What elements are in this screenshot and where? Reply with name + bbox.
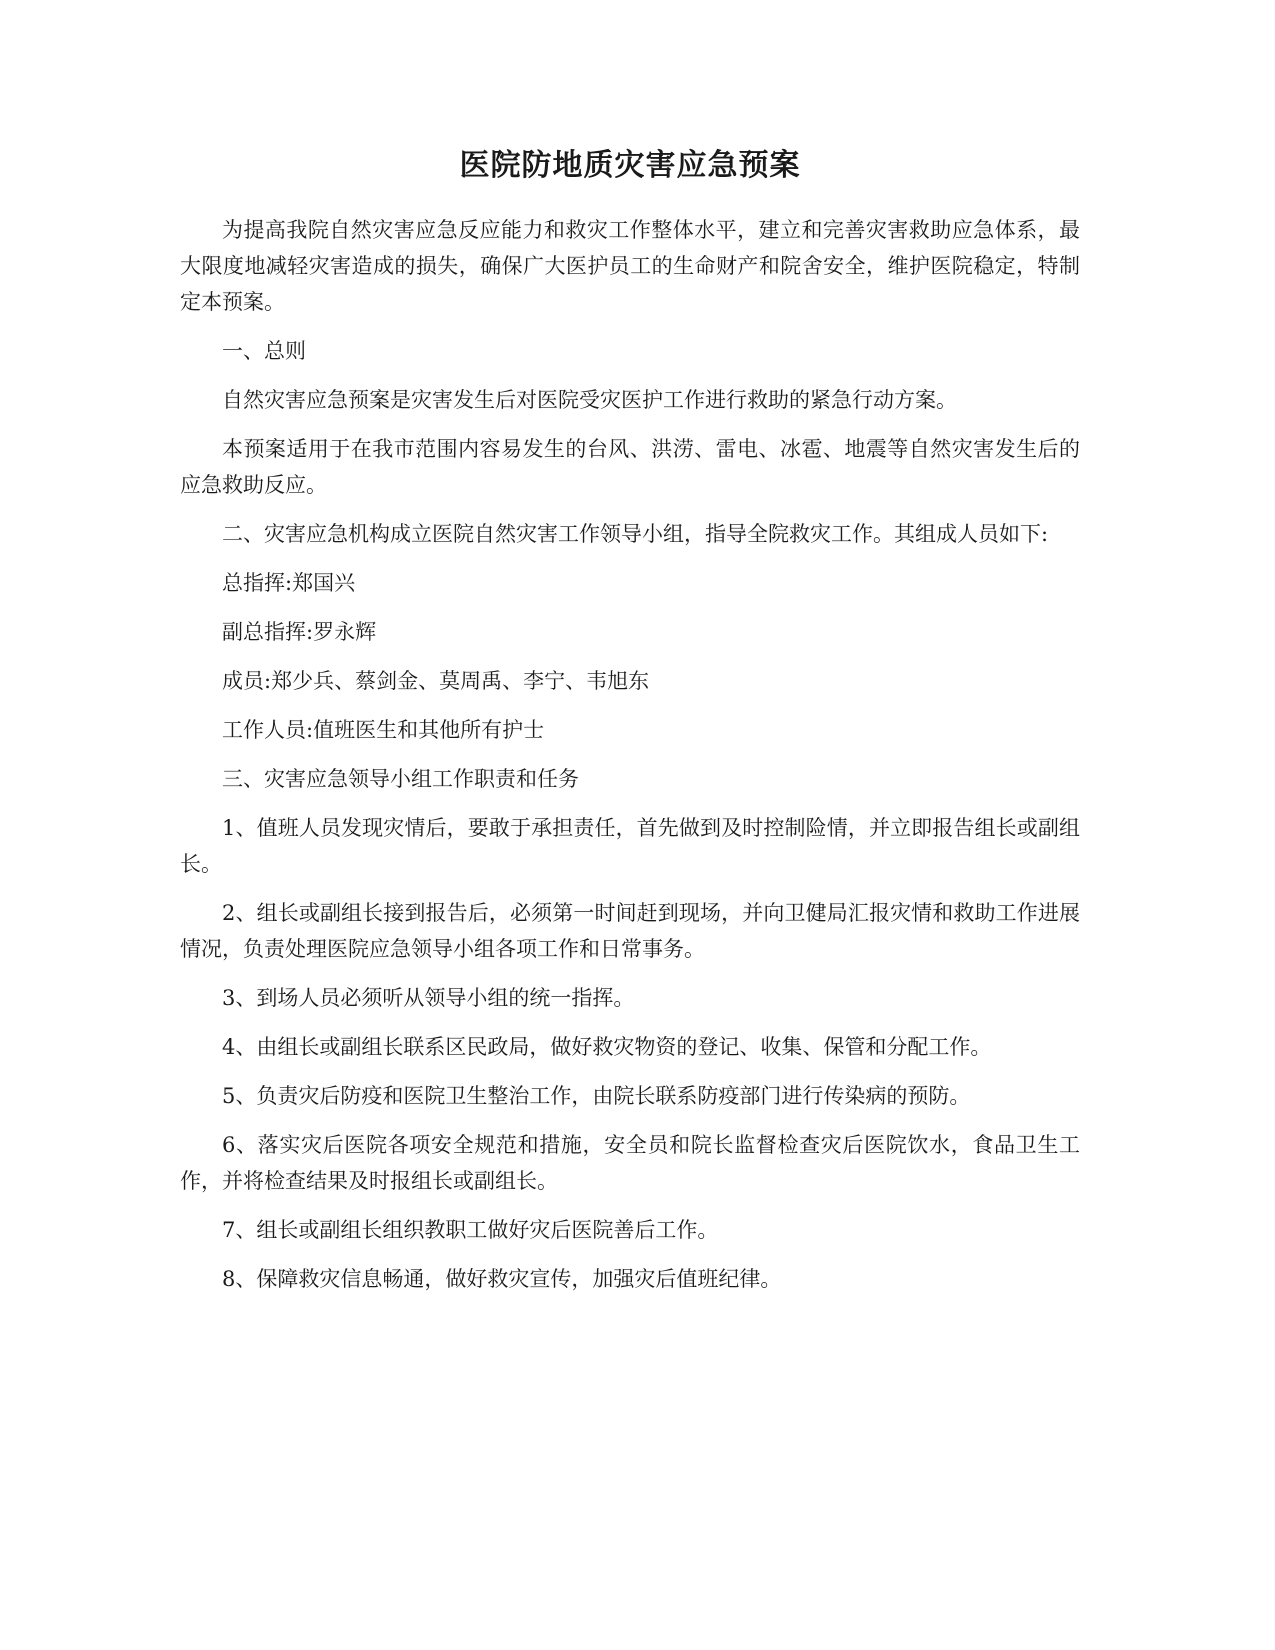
duty-item-8: 8、保障救灾信息畅通，做好救灾宣传，加强灾后值班纪律。 — [222, 1267, 782, 1291]
intro-paragraph: 为提高我院自然灾害应急反应能力和救灾工作整体水平，建立和完善灾害救助应急体系，最大限度地减轻灾害造成的损失，确保广大医护员工的生命财产和院舍安全，维护医院稳定，特制定本预案。 — [180, 218, 1080, 314]
duty-item-5: 5、负责灾后防疫和医院卫生整治工作，由院长联系防疫部门进行传染病的预防。 — [222, 1084, 971, 1108]
section-heading-organization: 二、灾害应急机构成立医院自然灾害工作领导小组，指导全院救灾工作。其组成人员如下: — [222, 522, 1049, 546]
duty-item-4: 4、由组长或副组长联系区民政局，做好救灾物资的登记、收集、保管和分配工作。 — [222, 1035, 992, 1059]
document-page — [180, 140, 1080, 1310]
members-line: 成员:郑少兵、蔡剑金、莫周禹、李宁、韦旭东 — [222, 669, 650, 693]
duty-item-1: 1、值班人员发现灾情后，要敢于承担责任，首先做到及时控制险情，并立即报告组长或副组长。 — [180, 816, 1080, 876]
duty-item-2: 2、组长或副组长接到报告后，必须第一时间赶到现场，并向卫健局汇报灾情和救助工作进展情况，负责处理医院应急领导小组各项工作和日常事务。 — [180, 901, 1080, 961]
deputy-commander-line: 副总指挥:罗永辉 — [222, 620, 377, 644]
duty-item-3: 3、到场人员必须听从领导小组的统一指挥。 — [222, 986, 635, 1010]
duty-item-7: 7、组长或副组长组织教职工做好灾后医院善后工作。 — [222, 1218, 719, 1242]
staff-line: 工作人员:值班医生和其他所有护士 — [222, 718, 545, 742]
scope-paragraph: 本预案适用于在我市范围内容易发生的台风、洪涝、雷电、冰雹、地震等自然灾害发生后的应急救助反应。 — [180, 437, 1080, 497]
commander-line: 总指挥:郑国兴 — [222, 571, 356, 595]
document-title: 医院防地质灾害应急预案 — [459, 148, 801, 183]
section-heading-duties: 三、灾害应急领导小组工作职责和任务 — [222, 767, 579, 791]
section-heading-general: 一、总则 — [222, 339, 306, 363]
duty-item-6: 6、落实灾后医院各项安全规范和措施，安全员和院长监督检查灾后医院饮水，食品卫生工作，并将检查结果及时报组长或副组长。 — [180, 1133, 1080, 1193]
definition-paragraph: 自然灾害应急预案是灾害发生后对医院受灾医护工作进行救助的紧急行动方案。 — [222, 388, 957, 412]
